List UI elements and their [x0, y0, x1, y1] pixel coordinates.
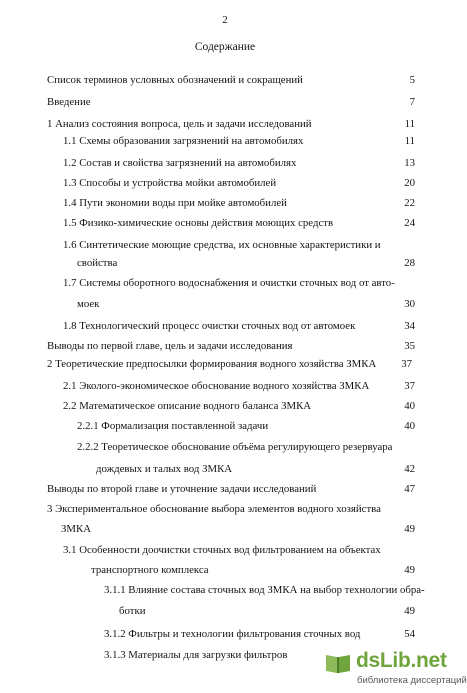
toc-entry-text: 2.2.2 Теоретическое обоснование объёма регулирующего резервуара	[77, 441, 393, 453]
toc-entry-page: 49	[404, 523, 415, 535]
toc-entry-text: Выводы по второй главе и уточнение задачи исследований	[47, 483, 317, 495]
toc-title: Содержание	[194, 41, 256, 53]
toc-entry-page: 49	[404, 605, 415, 617]
toc-entry-page: 30	[404, 298, 415, 310]
toc-entry-page: 24	[404, 217, 415, 229]
toc-entry-text: свойства	[77, 257, 118, 269]
toc-entry-page: 11	[404, 135, 415, 147]
toc-entry-text: 1 Анализ состояния вопроса, цель и задачи исследований	[47, 118, 312, 130]
toc-entry-text: моек	[77, 298, 100, 310]
toc-entry-text: Список терминов условных обозначений и сокращений	[47, 74, 303, 86]
toc-entry-page: 13	[404, 157, 415, 169]
book-icon	[324, 651, 352, 675]
toc-entry-page: 35	[404, 340, 415, 352]
toc-entry-text: Введение	[47, 96, 91, 108]
toc-entry-text: 3 Экспериментальное обоснование выбора элементов водного хозяйства	[47, 503, 381, 515]
toc-entry-page: 28	[404, 257, 415, 269]
toc-entry-text: 3.1.3 Материалы для загрузки фильтров	[104, 649, 288, 661]
toc-entry-text: 2.2 Математическое описание водного баланса ЗМКА	[63, 400, 312, 412]
toc-entry-page: 20	[404, 177, 415, 189]
toc-entry-page: 47	[404, 483, 415, 495]
toc-entry-text: 1.7 Системы оборотного водоснабжения и очистки сточных вод от авто-	[63, 277, 395, 289]
toc-entry-text: 1.6 Синтетические моющие средства, их основные характеристики и	[63, 239, 381, 251]
toc-entry-text: 1.1 Схемы образования загрязнений на автомобилях	[63, 135, 304, 147]
toc-entry-text: 1.5 Физико-химические основы действия моющих средств	[63, 217, 334, 229]
watermark-logo: dsLib.net	[356, 649, 447, 672]
toc-entry-text: 1.2 Состав и свойства загрязнений на автомобилях	[63, 157, 297, 169]
toc-entry-page: 49	[404, 564, 415, 576]
watermark-tagline: библиотека диссертаций	[357, 675, 467, 686]
toc-entry-text: 3.1.1 Влияние состава сточных вод ЗМКА на выбор технологии обра-	[104, 584, 425, 596]
toc-entry-text: транспортного комплекса	[91, 564, 209, 576]
toc-entry-page: 40	[404, 400, 415, 412]
toc-entry-page: 40	[404, 420, 415, 432]
toc-entry-text: 1.3 Способы и устройства мойки автомобилей	[63, 177, 277, 189]
toc-entry-page: 5	[409, 74, 415, 86]
page-number: 2	[222, 14, 228, 26]
toc-entry-page: 37	[404, 380, 415, 392]
toc-entry-text: 2.1 Эколого-экономическое обоснование водного хозяйства ЗМКА	[63, 380, 370, 392]
toc-entry-text: дождевых и талых вод ЗМКА	[96, 463, 233, 475]
toc-entry-text: 2 Теоретические предпосылки формирования водного хозяйства ЗМКА	[47, 358, 377, 370]
toc-entry-text: Выводы по первой главе, цель и задачи исследования	[47, 340, 293, 352]
toc-entry-text: 3.1 Особенности доочистки сточных вод фильтрованием на объектах	[63, 544, 381, 556]
watermark	[324, 645, 467, 693]
toc-entry-text: 2.2.1 Формализация поставленной задачи	[77, 420, 269, 432]
toc-entry-page: 34	[404, 320, 415, 332]
toc-entry-page: 7	[409, 96, 415, 108]
toc-entry-text: ботки	[119, 605, 146, 617]
toc-entry-page: 22	[404, 197, 415, 209]
toc-entry-text: 1.4 Пути экономии воды при мойке автомобилей	[63, 197, 287, 209]
toc-entry-page: 42	[404, 463, 415, 475]
toc-entry-text: 1.8 Технологический процесс очистки сточных вод от автомоек	[63, 320, 356, 332]
toc-entry-text: ЗМКА	[61, 523, 92, 535]
toc-entry-page: 11	[404, 118, 415, 130]
toc-entry-page: 37	[401, 358, 412, 370]
toc-entry-page: 54	[404, 628, 415, 640]
toc-entry-text: 3.1.2 Фильтры и технологии фильтрования сточных вод	[104, 628, 361, 640]
